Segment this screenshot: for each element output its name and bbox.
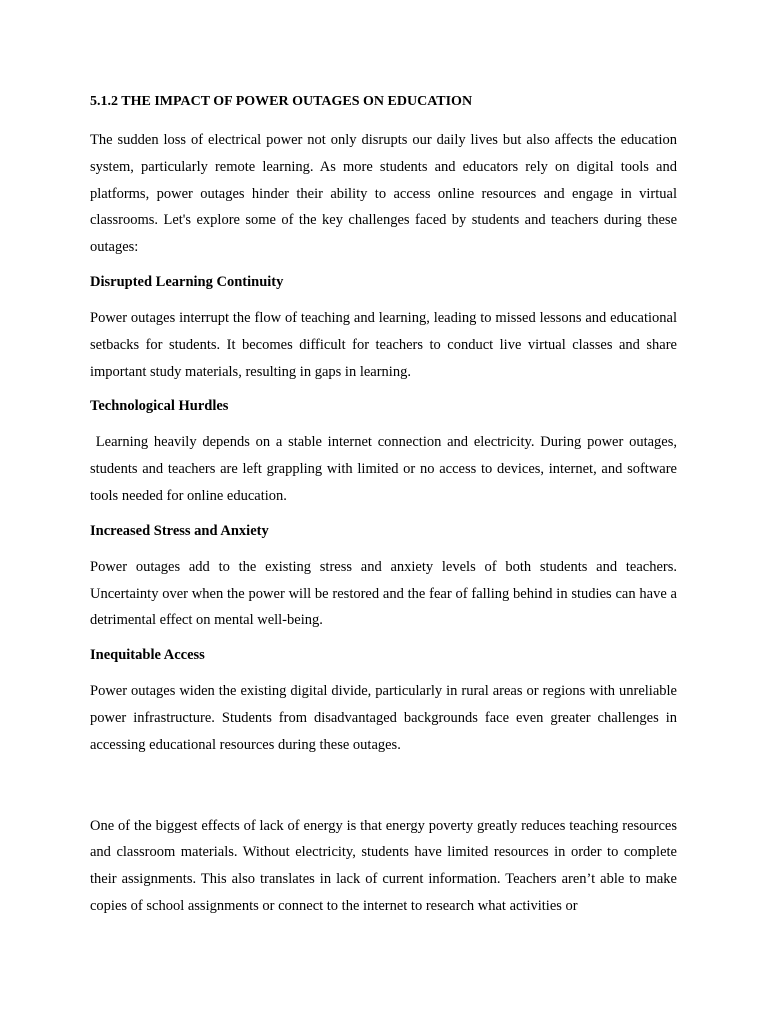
document-page [90,91,677,930]
heading-stress-anxiety: Increased Stress and Anxiety [90,522,269,539]
section-title: 5.1.2 THE IMPACT OF POWER OUTAGES ON EDUCATION [90,94,473,109]
heading-technological-hurdles: Technological Hurdles [90,398,229,415]
paragraph-disrupted-learning: Power outages interrupt the flow of teaching and learning, leading to missed lessons and educational setbacks for students. It becomes difficult for teachers to conduct live virtual classes and share important study materials, resulting in gaps in learning. [90,309,677,380]
heading-disrupted-learning: Disrupted Learning Continuity [90,273,284,290]
heading-inequitable-access: Inequitable Access [90,647,205,664]
paragraph-technological-hurdles: Learning heavily depends on a stable internet connection and electricity. During power outages, students and teachers are left grappling with limited or no access to devices, internet, and software tools needed for online education. [90,434,678,504]
paragraph-spacer [90,769,677,813]
paragraph-inequitable-access: Power outages widen the existing digital divide, particularly in rural areas or regions with unreliable power infrastructure. Students from disadvantaged backgrounds face even greater challenges in accessing educational resources during these outages. [90,683,677,753]
closing-paragraph: One of the biggest effects of lack of energy is that energy poverty greatly reduces teaching resources and classroom materials. Without electricity, students have limited resources in order to complete their assignments. This also translates in lack of current information. Teachers aren’t able to make copies of school assignments or connect to the internet to research what activities or [90,817,677,914]
intro-paragraph: The sudden loss of electrical power not only disrupts our daily lives but also affects the education system, particularly remote learning. As more students and educators rely on digital tools and platforms, power outages hinder their ability to access online resources and engage in virtual classrooms. Let's explore some of the key challenges faced by students and teachers during these outages: [90,132,677,256]
paragraph-stress-anxiety: Power outages add to the existing stress and anxiety levels of both students and teachers. Uncertainty over when the power will be restored and the fear of falling behind in studies can have a detrimental effect on mental well-being. [90,558,677,629]
